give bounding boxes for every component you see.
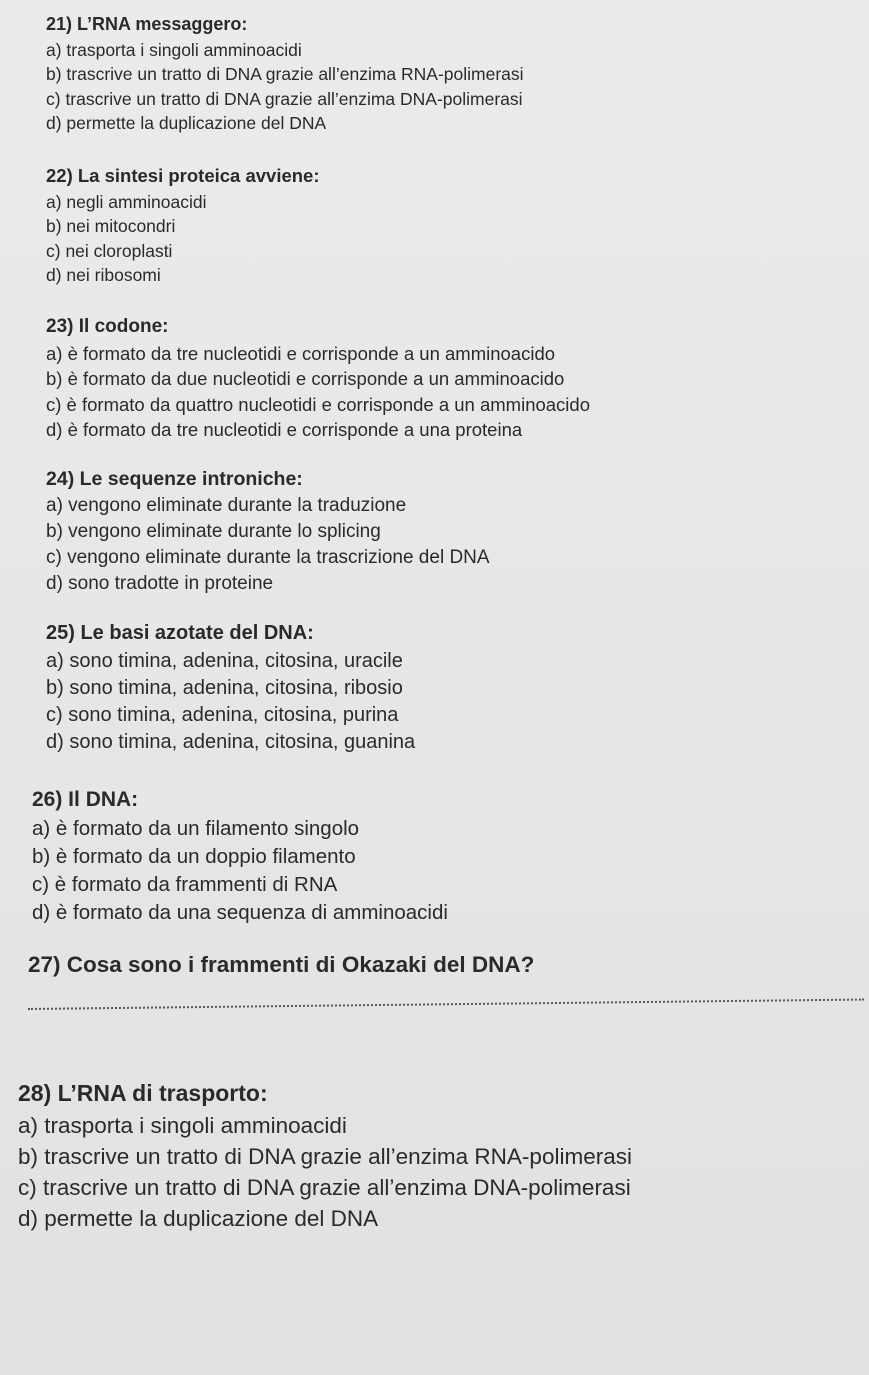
option-a: a) trasporta i singoli amminoacidi [18, 1113, 347, 1138]
option-d: d) permette la duplicazione del DNA [18, 1206, 379, 1231]
option-d: d) sono tradotte in proteine [46, 573, 274, 594]
option-b: b) nei mitocondri [46, 216, 176, 236]
option-d: d) sono timina, adenina, citosina, guanina [46, 731, 416, 753]
question-24 [46, 466, 490, 597]
question-title: 27) Cosa sono i frammenti di Okazaki del DNA? [28, 952, 535, 977]
question-26 [32, 786, 448, 927]
question-title: 26) Il DNA: [32, 788, 139, 811]
question-21 [46, 12, 524, 136]
option-a: a) sono timina, adenina, citosina, uracile [46, 650, 403, 672]
option-b: b) trascrive un tratto di DNA grazie all’enzima RNA-polimerasi [46, 64, 524, 84]
option-b: b) sono timina, adenina, citosina, ribosio [46, 677, 403, 699]
answer-line-question-27[interactable] [28, 999, 864, 1010]
question-title: 22) La sintesi proteica avviene: [46, 165, 320, 186]
option-c: c) è formato da quattro nucleotidi e corrisponde a un amminoacido [46, 393, 590, 415]
question-23 [46, 314, 590, 443]
question-27 [28, 950, 534, 980]
question-25 [46, 620, 415, 756]
question-22 [46, 164, 320, 288]
option-c: c) trascrive un tratto di DNA grazie all’enzima DNA-polimerasi [18, 1175, 631, 1200]
question-title: 24) Le sequenze introniche: [46, 468, 303, 490]
option-d: d) è formato da una sequenza di amminoacidi [32, 901, 448, 924]
option-d: d) permette la duplicazione del DNA [46, 113, 327, 133]
option-c: c) trascrive un tratto di DNA grazie all’enzima DNA-polimerasi [46, 88, 523, 109]
option-d: d) nei ribosomi [46, 265, 161, 285]
option-c: c) nei cloroplasti [46, 240, 173, 261]
option-b: b) è formato da un doppio filamento [32, 845, 356, 868]
question-title: 25) Le basi azotate del DNA: [46, 622, 314, 644]
option-b: b) trascrive un tratto di DNA grazie all’enzima RNA-polimerasi [18, 1144, 632, 1169]
option-c: c) è formato da frammenti di RNA [32, 873, 338, 896]
option-a: a) è formato da un filamento singolo [32, 817, 360, 840]
question-28 [18, 1078, 632, 1234]
option-c: c) vengono eliminate durante la trascrizione del DNA [46, 547, 490, 568]
option-a: a) trasporta i singoli amminoacidi [46, 39, 302, 60]
option-b: b) vengono eliminate durante lo splicing [46, 521, 381, 542]
option-a: a) è formato da tre nucleotidi e corrisponde a un amminoacido [46, 342, 556, 364]
question-title: 28) L’RNA di trasporto: [18, 1080, 268, 1106]
question-title: 23) Il codone: [46, 316, 169, 337]
option-b: b) è formato da due nucleotidi e corrisponde a un amminoacido [46, 368, 565, 389]
option-a: a) negli amminoacidi [46, 191, 207, 212]
question-title: 21) L’RNA messaggero: [46, 14, 248, 34]
option-c: c) sono timina, adenina, citosina, purina [46, 704, 399, 726]
option-d: d) è formato da tre nucleotidi e corrisponde a una proteina [46, 419, 523, 440]
option-a: a) vengono eliminate durante la traduzione [46, 495, 407, 516]
